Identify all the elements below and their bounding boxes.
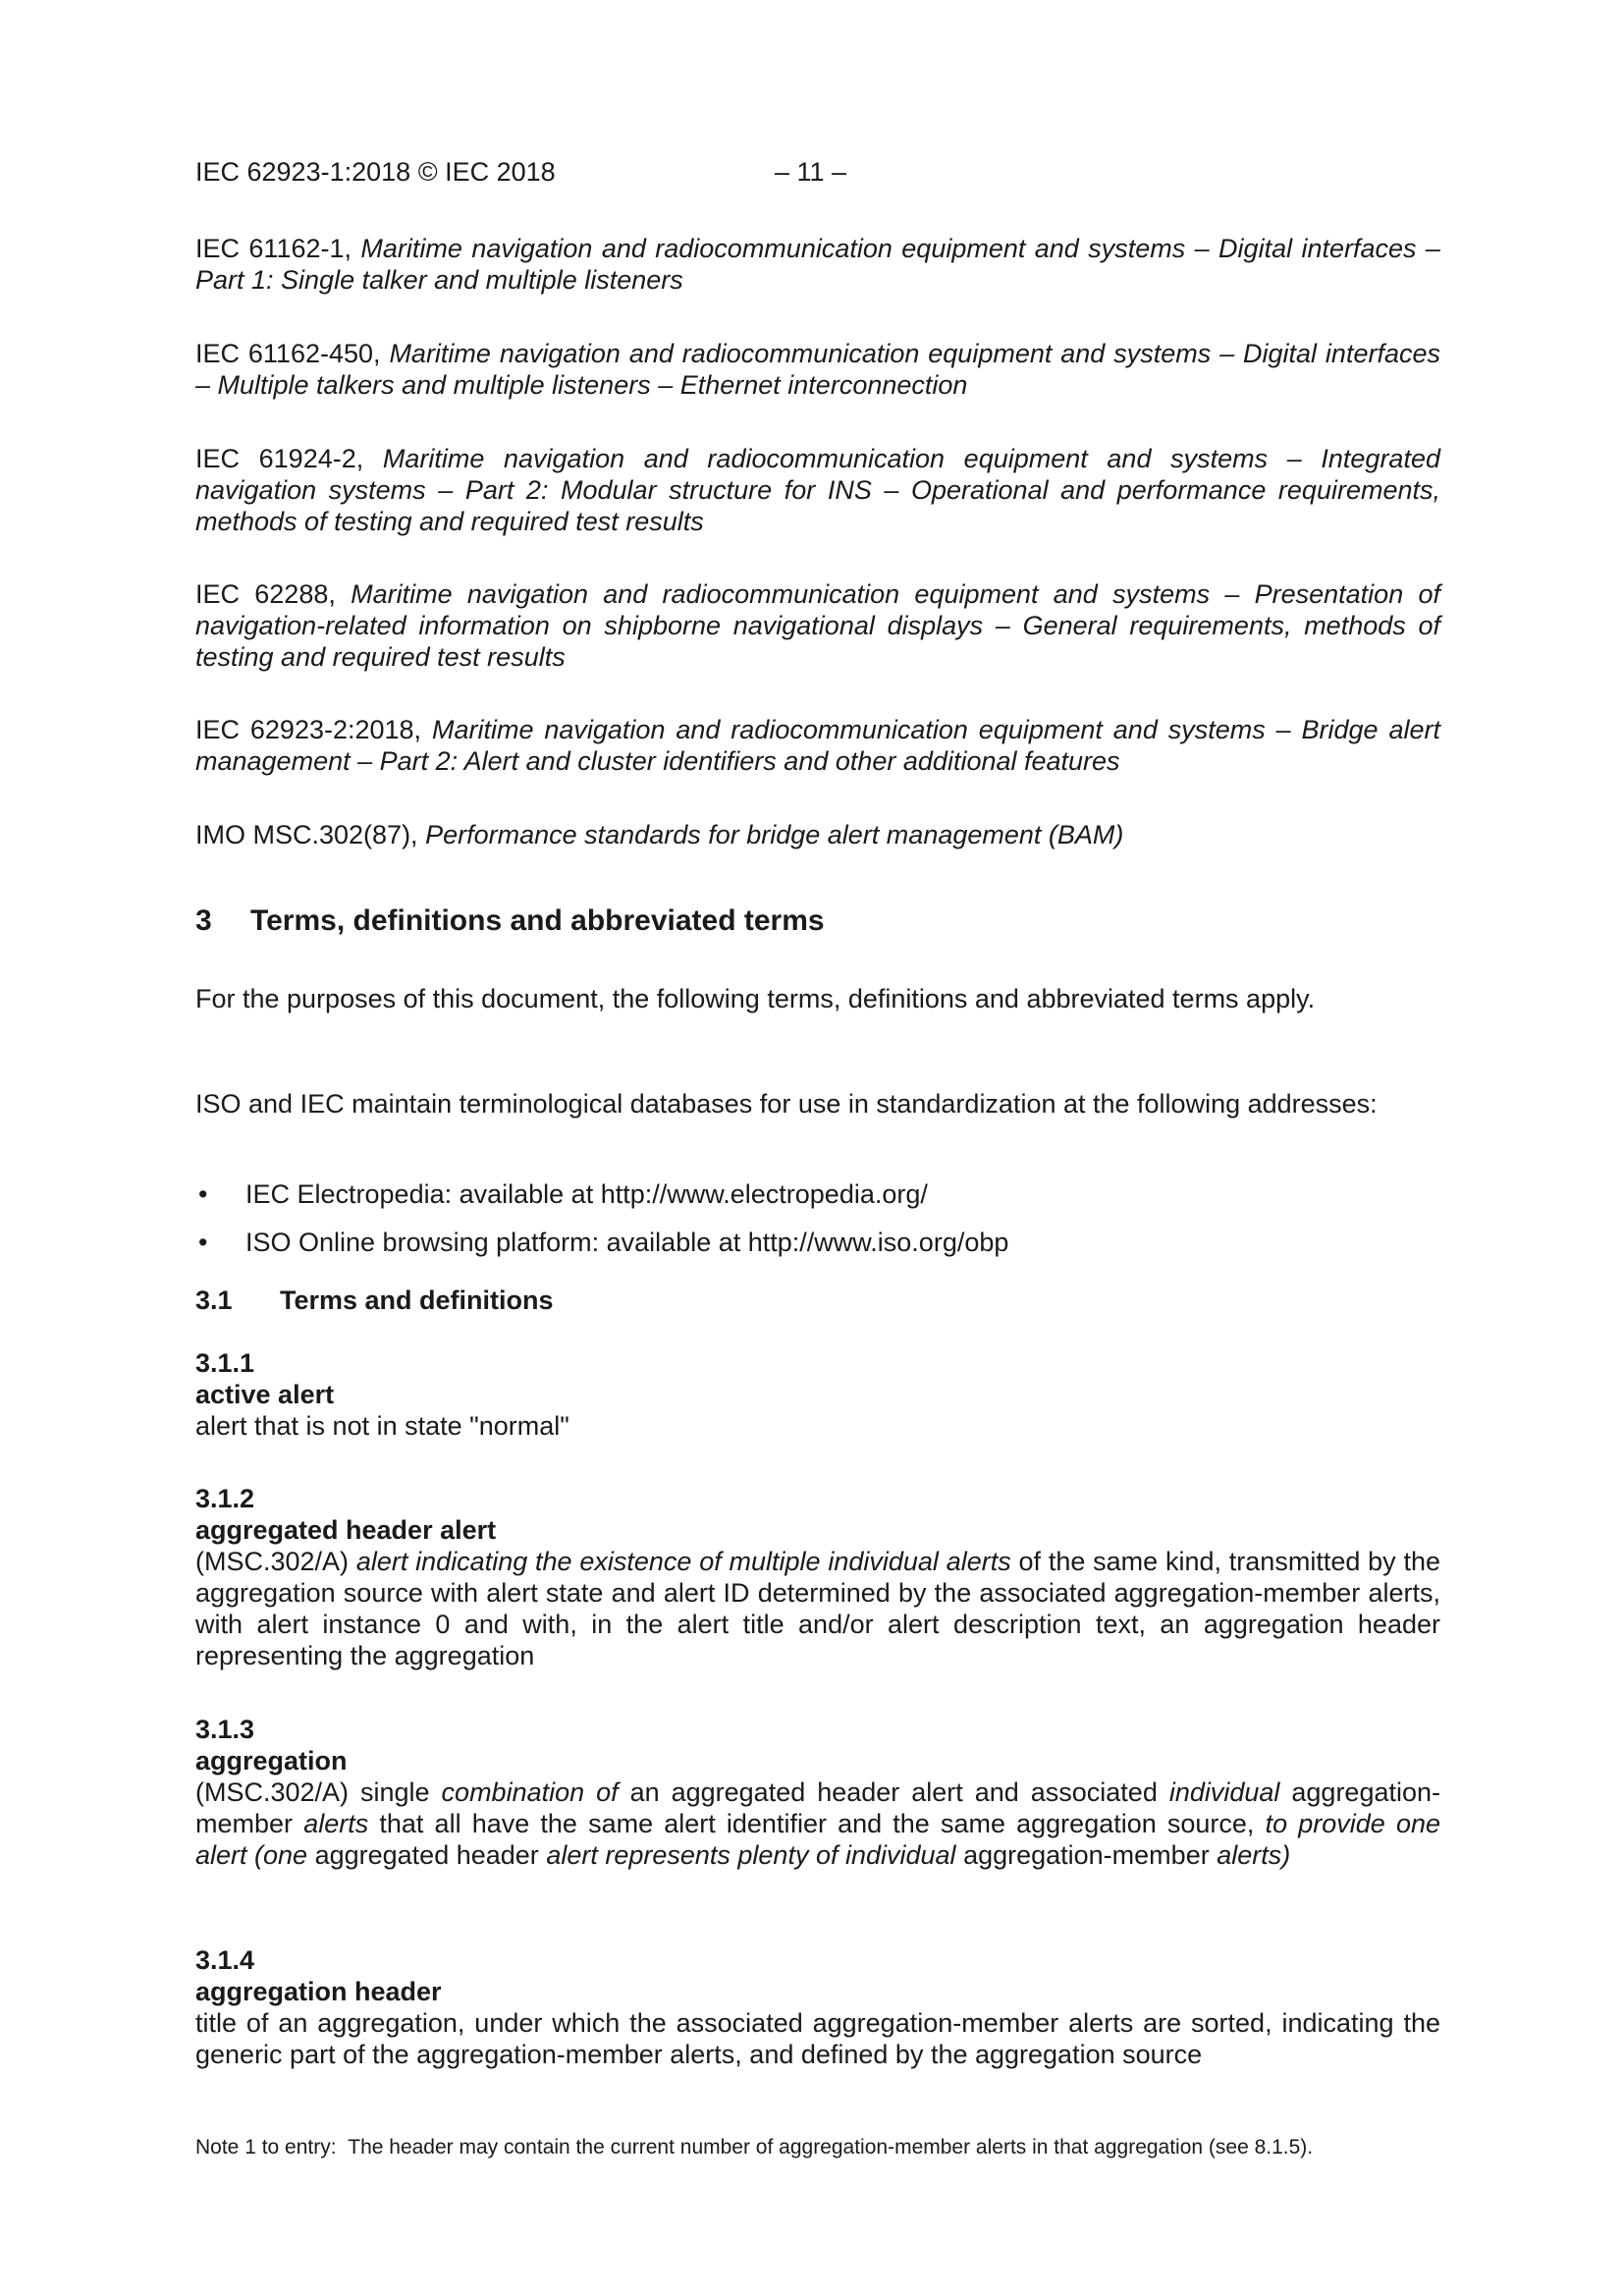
term-part: (MSC.302/A) single	[195, 1777, 430, 1807]
term-definition: title of an aggregation, under which the associated aggregation-member alerts are sorted, indicating the generic part of the aggregation-member alerts, and defined by the aggregation source	[195, 2008, 1440, 2069]
reference-id: IEC 61924-2,	[195, 444, 364, 473]
term-entry	[195, 1714, 1440, 1871]
copyright-symbol: ©	[417, 157, 438, 187]
bullet-item	[198, 1178, 928, 1210]
iso-iec-text: ISO and IEC maintain terminological databases for use in standardization at the following addresses:	[195, 1089, 1378, 1119]
reference-title: Maritime navigation and radiocommunication equipment and systems – Digital interfaces – Multiple talkers and multiple listeners – Ethernet interconnection	[195, 339, 1440, 400]
term-entry	[195, 1483, 1440, 1671]
term-name: active alert	[195, 1380, 335, 1409]
term-name: aggregated header alert	[195, 1515, 497, 1545]
subsection-title: Terms and definitions	[280, 1285, 554, 1315]
reference-title: Maritime navigation and radiocommunication equipment and systems – Bridge alert management – Part 2: Alert and cluster identifiers and other additional features	[195, 715, 1440, 776]
term-definition	[195, 1777, 1440, 1871]
term-part: aggregated header	[314, 1840, 539, 1870]
reference-text	[195, 443, 1440, 537]
reference-title: Maritime navigation and radiocommunication equipment and systems – Digital interfaces – Part 1: Single talker and multiple listeners	[195, 234, 1440, 295]
reference-title: Maritime navigation and radiocommunication equipment and systems – Presentation of navigation-related information on shipborne navigational displays – General requirements, methods of testing and required test results	[195, 579, 1440, 672]
term-part: individual	[1168, 1777, 1280, 1807]
reference-text	[195, 338, 1440, 401]
subsection-number: 3.1	[195, 1285, 233, 1315]
reference-item	[195, 819, 1440, 850]
copyright: IEC 2018	[445, 157, 556, 187]
reference-item	[195, 338, 1440, 401]
bullet-item	[198, 1227, 1008, 1258]
term-part: to provide one alert (one	[195, 1809, 1440, 1870]
term-italic: alert indicating the existence of multiple individual alerts	[355, 1547, 1011, 1576]
reference-item	[195, 233, 1440, 296]
reference-id: IEC 61162-450,	[195, 339, 381, 368]
reference-item	[195, 578, 1440, 673]
reference-text	[195, 233, 1440, 296]
term-definition	[195, 1546, 1440, 1671]
note-to-entry	[195, 2134, 1440, 2160]
term-name: aggregation header	[195, 1977, 442, 2006]
bullet-text: IEC Electropedia: available at http://www.electropedia.org/	[245, 1179, 928, 1209]
term-part: alerts)	[1217, 1840, 1291, 1870]
reference-id: IMO MSC.302(87),	[195, 820, 418, 849]
term-entry	[195, 1347, 1440, 1442]
term-source: (MSC.302/A)	[195, 1547, 350, 1576]
bullet-icon: •	[198, 1179, 208, 1209]
reference-text	[195, 714, 1440, 777]
term-rest: of the same kind, transmitted by the aggregation source with alert state and alert ID determined by the associated aggregation-member alerts, with alert instance 0 and with, in the alert title and/or alert description text, an aggregation header representing the aggregation	[195, 1547, 1440, 1670]
doc-id: IEC 62923-1:2018	[195, 157, 411, 187]
header-doc-id	[195, 157, 556, 188]
term-number: 3.1.2	[195, 1484, 255, 1513]
term-part: alert represents plenty of individual	[546, 1840, 956, 1870]
section-title: Terms, definitions and abbreviated terms	[250, 904, 825, 937]
intro-paragraph: For the purposes of this document, the following terms, definitions and abbreviated terms apply.	[195, 984, 1316, 1013]
term-part: aggregation-member	[195, 1777, 1441, 1838]
term-name: aggregation	[195, 1746, 348, 1776]
bullet-icon: •	[198, 1228, 208, 1257]
reference-item	[195, 443, 1440, 537]
section-heading	[195, 904, 825, 938]
page-number: – 11 –	[775, 157, 847, 187]
term-part: combination of	[441, 1777, 619, 1807]
reference-text	[195, 578, 1440, 673]
reference-id: IEC 61162-1,	[195, 234, 352, 263]
term-number: 3.1.1	[195, 1348, 255, 1378]
reference-item	[195, 714, 1440, 777]
subsection-heading	[195, 1285, 554, 1316]
term-part: an aggregated header alert and associated	[629, 1777, 1158, 1807]
reference-id: IEC 62923-2:2018,	[195, 715, 422, 744]
reference-title: Maritime navigation and radiocommunication equipment and systems – Integrated navigation systems – Part 2: Modular structure for INS – Operational and performance requirements, methods of testing and required test results	[195, 444, 1440, 536]
bullet-text: ISO Online browsing platform: available at http://www.iso.org/obp	[245, 1228, 1009, 1257]
term-part: alerts	[303, 1809, 369, 1838]
section-number: 3	[195, 904, 212, 937]
page-header	[195, 157, 1440, 192]
note-text: The header may contain the current number of aggregation-member alerts in that aggregation (see 8.1.5).	[348, 2136, 1314, 2159]
reference-id: IEC 62288,	[195, 579, 336, 609]
term-part: aggregation-member	[963, 1840, 1210, 1870]
section-intro	[195, 983, 1440, 1014]
term-part: that all have the same alert identifier and the same aggregation source,	[379, 1809, 1255, 1838]
iso-iec-paragraph	[195, 1088, 1440, 1120]
note-label: Note 1 to entry:	[195, 2136, 337, 2159]
term-number: 3.1.3	[195, 1715, 255, 1744]
reference-text	[195, 819, 1440, 850]
term-number: 3.1.4	[195, 1945, 255, 1975]
term-definition: alert that is not in state "normal"	[195, 1411, 569, 1441]
reference-title: Performance standards for bridge alert management (BAM)	[425, 820, 1124, 849]
term-entry	[195, 1944, 1440, 2070]
